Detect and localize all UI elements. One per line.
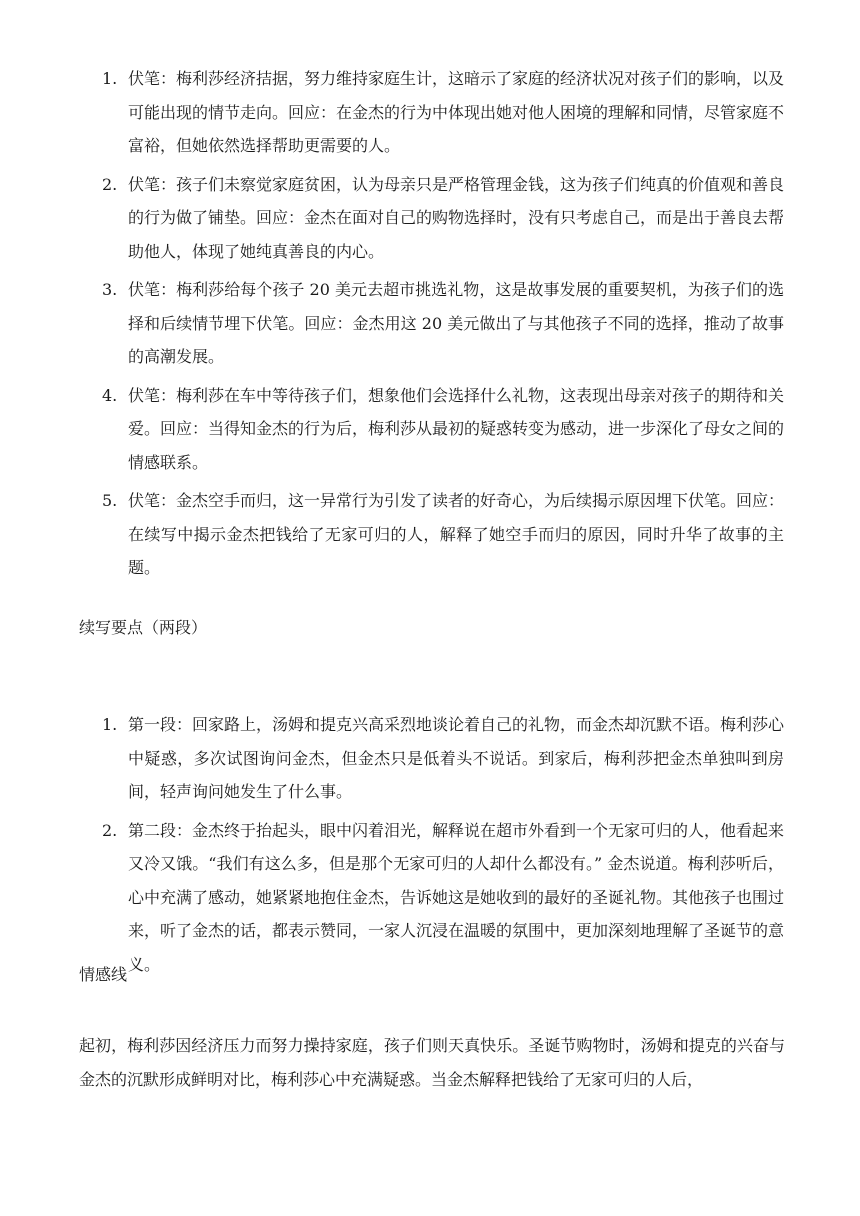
list-item (0, 708, 860, 809)
list-item-number: 2. (102, 820, 118, 840)
list-item-text: 伏笔：金杰空手而归，这一异常行为引发了读者的好奇心，为后续揭示原因埋下伏笔。回应：在续写中揭示金杰把钱给了无家可归的人，解释了她空手而归的原因，同时升华了故事的主题。 (128, 491, 785, 577)
list-item-number: 3. (102, 280, 118, 299)
list-item (0, 379, 860, 480)
list-item-number: 5. (102, 491, 118, 510)
list-item (0, 273, 860, 374)
foreshadow-list (0, 62, 860, 590)
list-item-number: 4. (102, 385, 118, 405)
emotion-heading: 情感线 (79, 965, 128, 984)
list-item-text: 伏笔：梅利莎在车中等待孩子们，想象他们会选择什么礼物，这表现出母亲对孩子的期待和关爱。回应：当得知金杰的行为后，梅利莎从最初的疑惑转变为感动，进一步深化了母女之间的情感联系。 (128, 385, 785, 472)
continuation-list (0, 708, 860, 986)
list-item-text: 第一段：回家路上，汤姆和提克兴高采烈地谈论着自己的礼物，而金杰却沉默不语。梅利莎心中疑惑，多次试图询问金杰，但金杰只是低着头不说话。到家后，梅利莎把金杰单独叫到房间，轻声询问她发生了什么事。 (128, 715, 785, 801)
list-item-text: 伏笔：梅利莎给每个孩子 20 美元去超市挑选礼物，这是故事发展的重要契机，为孩子们的选择和后续情节埋下伏笔。回应：金杰用这 20 美元做出了与其他孩子不同的选择，推动了故事的高潮发展。 (128, 280, 784, 366)
list-item-number: 1. (102, 715, 118, 734)
list-item-text: 第二段：金杰终于抬起头，眼中闪着泪光，解释说在超市外看到一个无家可归的人，他看起来又冷又饿。“我们有这么多，但是那个无家可归的人却什么都没有。” 金杰说道。梅利莎听后，心中充满了感动，她紧紧地抱住金杰，告诉她这是她收到的最好的圣诞礼物。其他孩子也围过来，听了金杰的话，都表示赞同，一家人沉浸在温暖的氛围中，更加深刻地理解了圣诞节的意义。 (128, 820, 785, 974)
list-item (0, 168, 860, 269)
emotion-paragraph: 起初，梅利莎因经济压力而努力操持家庭，孩子们则天真快乐。圣诞节购物时，汤姆和提克的兴奋与金杰的沉默形成鲜明对比，梅利莎心中充满疑惑。当金杰解释把钱给了无家可归的人后， (79, 1036, 785, 1089)
list-item-text: 伏笔：孩子们未察觉家庭贫困，认为母亲只是严格管理金钱，这为孩子们纯真的价值观和善良的行为做了铺垫。回应：金杰在面对自己的购物选择时，没有只考虑自己，而是出于善良去帮助他人，体现了她纯真善良的内心。 (128, 174, 785, 261)
continuation-heading: 续写要点（两段） (79, 618, 208, 637)
list-item-number: 2. (102, 174, 118, 194)
list-item (0, 814, 860, 982)
list-item-text: 伏笔：梅利莎经济拮据，努力维持家庭生计，这暗示了家庭的经济状况对孩子们的影响，以及可能出现的情节走向。回应：在金杰的行为中体现出她对他人困境的理解和同情，尽管家庭不富裕，但她依然选择帮助更需要的人。 (128, 69, 785, 155)
list-item (0, 62, 860, 163)
list-item (0, 484, 860, 585)
list-item-number: 1. (102, 69, 118, 88)
